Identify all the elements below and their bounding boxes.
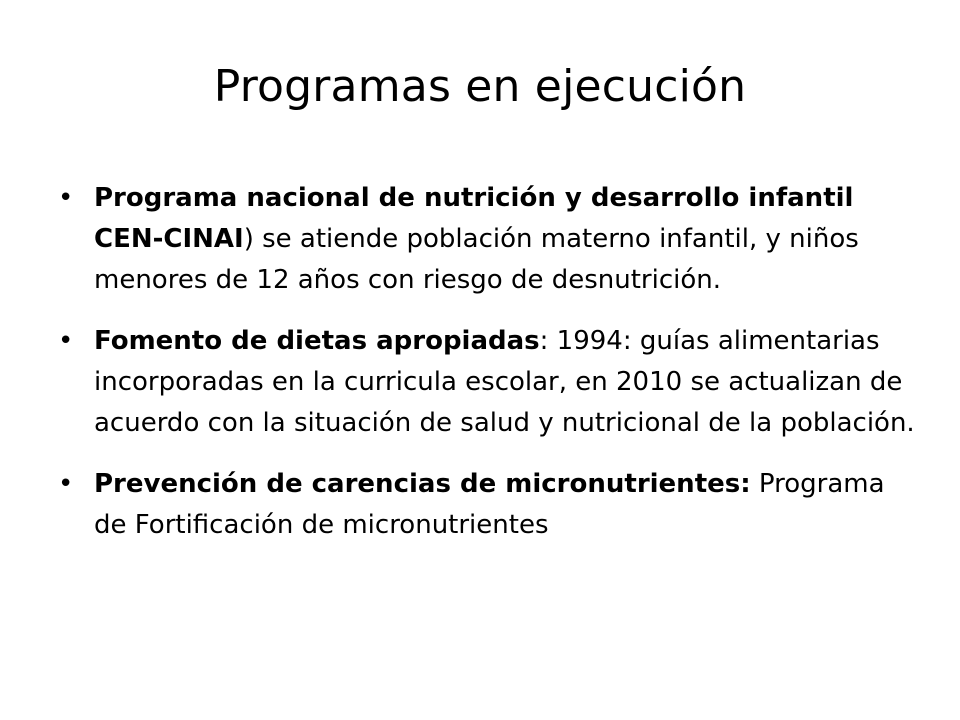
bullet-item-diet-promotion [58,321,918,444]
bullet-icon: • [58,469,74,499]
bullet-icon: • [58,326,74,356]
bullet-list [58,178,918,566]
bullet-text: Programa de Fortificación de micronutrientes [94,469,885,540]
bullet-text: ) se atiende población materno infantil, y niños menores de 12 años con riesgo de desnutrición. [94,224,859,295]
bullet-item-nutrition-program [58,178,918,301]
slide-title: Programas en ejecución [213,61,747,112]
bullet-heading: Prevención de carencias de micronutrientes: [94,469,751,499]
bullet-item-micronutrient-prevention [58,464,918,546]
bullet-text: : 1994: guías alimentarias incorporadas en la curricula escolar, en 2010 se actualizan de acuerdo con la situación de salud y nutricional de la población. [94,326,915,438]
bullet-heading: Fomento de dietas apropiadas [94,326,540,356]
bullet-heading: Programa nacional de nutrición y desarrollo infantil CEN-CINAI [94,183,854,254]
bullet-icon: • [58,183,74,213]
